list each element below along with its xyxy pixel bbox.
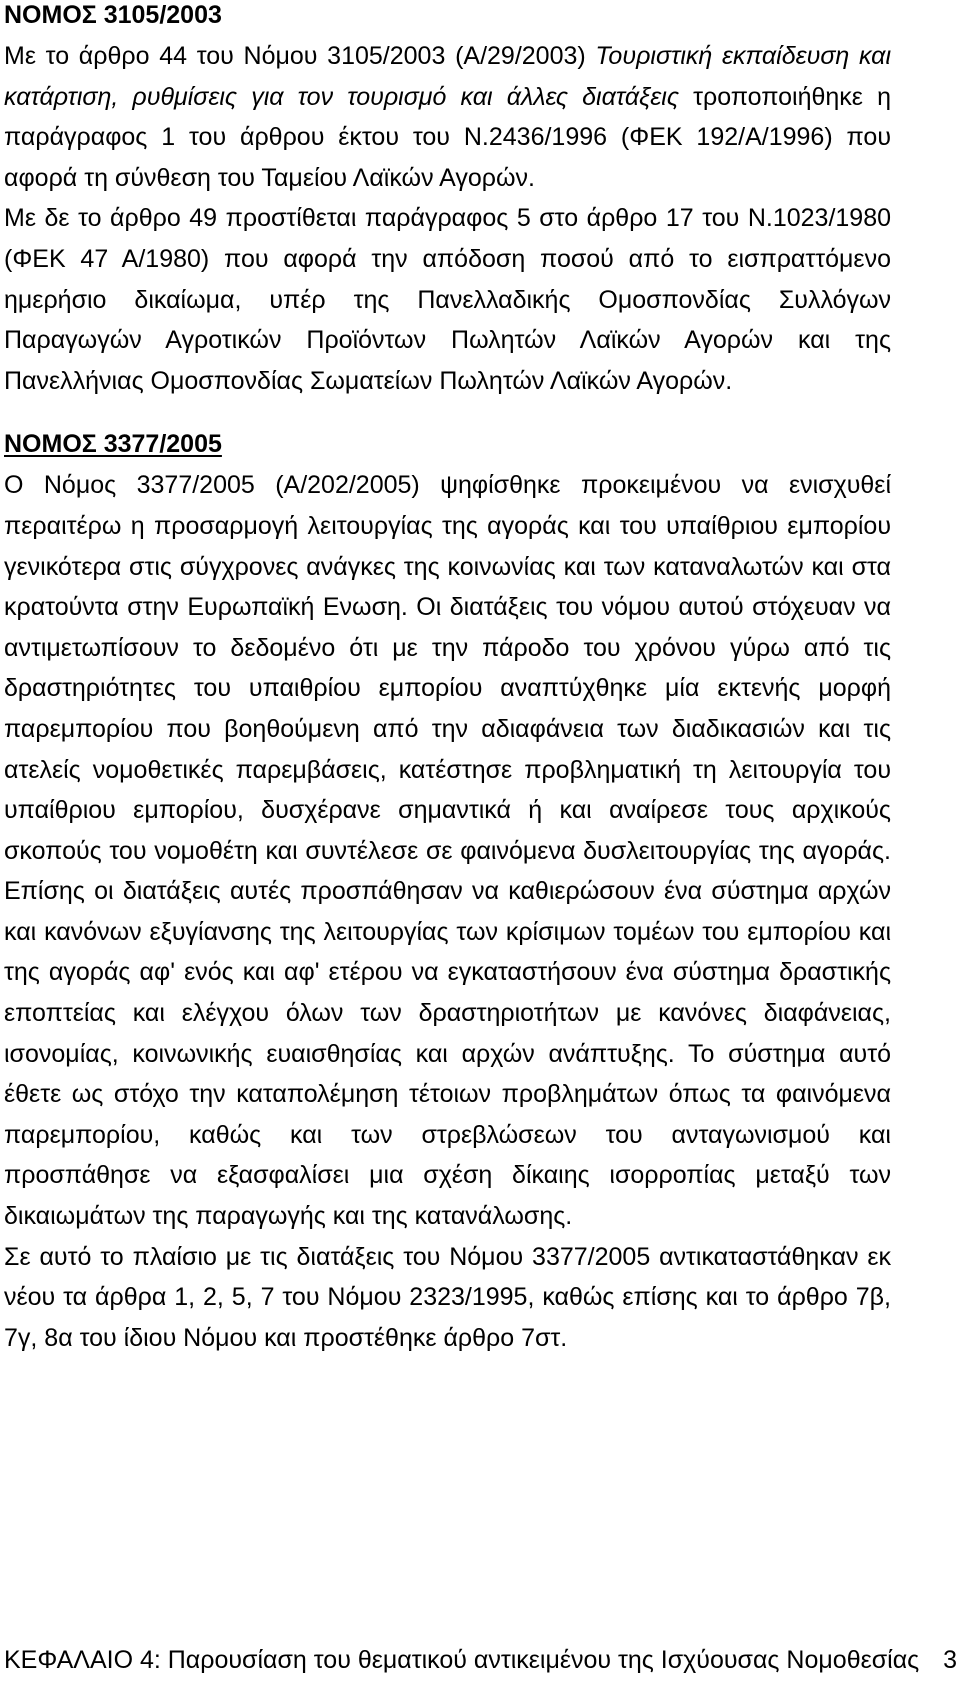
- document-page: [4, 0, 891, 1358]
- paragraph-text: τροποποιήθηκε η παράγραφος 1 του άρθρου έκτου του Ν.2436/1996 (ΦΕΚ 192/Α/1996) που αφορά τη σύνθεση του Ταμείου Λαϊκών Αγορών.: [4, 82, 891, 192]
- page-footer: [4, 1645, 957, 1675]
- paragraph-text: Με το άρθρο 44 του Νόμου 3105/2003 (Α/29/2003): [4, 42, 596, 70]
- page-number: 3: [943, 1646, 957, 1674]
- section-heading-3105: ΝΟΜΟΣ 3105/2003: [4, 1, 222, 29]
- paragraph-3105-intro: [4, 36, 891, 198]
- section-heading-3377: ΝΟΜΟΣ 3377/2005: [4, 430, 222, 459]
- footer-chapter-title: ΚΕΦΑΛΑΙΟ 4: Παρουσίαση του θεματικού αντικειμένου της Ισχύουσας Νομοθεσίας: [4, 1646, 920, 1674]
- paragraph-3105-article49: Με δε το άρθρο 49 προστίθεται παράγραφος 5 στο άρθρο 17 του Ν.1023/1980 (ΦΕΚ 47 Α/1980) που αφορά την απόδοση ποσού από το εισπραττόμενο ημερήσιο δικαίωμα, υπέρ της Πανελλαδικής Ομοσπονδίας Συλλόγων Παραγωγών Αγροτικών Προϊόντων Πωλητών Λαϊκών Αγορών και της Πανελλήνιας Ομοσπονδίας Σωματείων Πωλητών Λαϊκών Αγορών.: [4, 204, 891, 395]
- paragraph-3377-articles: Σε αυτό το πλαίσιο με τις διατάξεις του Νόμου 3377/2005 αντικαταστάθηκαν εκ νέου τα άρθρα 1, 2, 5, 7 του Νόμου 2323/1995, καθώς επίσης και το άρθρο 7β, 7γ, 8α του ίδιου Νόμου και προστέθηκε άρθρο 7στ.: [4, 1242, 891, 1352]
- paragraph-3377-main: Ο Νόμος 3377/2005 (Α/202/2005) ψηφίσθηκε προκειμένου να ενισχυθεί περαιτέρω η προσαρμογή λειτουργίας της αγοράς και του υπαίθριου εμπορίου γενικότερα στις σύγχρονες ανάγκες της κοινωνίας και των καταναλωτών και στα κρατούντα στην Ευρωπαϊκή Ενωση. Οι διατάξεις του νόμου αυτού στόχευαν να αντιμετωπίσουν το δεδομένο ότι με την πάροδο του χρόνου γύρω από τις δραστηριότητες του υπαιθρίου εμπορίου αναπτύχθηκε μία εκτενής μορφή παρεμπορίου που βοηθούμενη από την αδιαφάνεια των διαδικασιών και τις ατελείς νομοθετικές παρεμβάσεις, κατέστησε προβληματική τη λειτουργία του υπαίθριου εμπορίου, δυσχέρανε σημαντικά ή και αναίρεσε τους αρχικούς σκοπούς του νομοθέτη και συντέλεσε σε φαινόμενα δυσλειτουργίας της αγοράς. Επίσης οι διατάξεις αυτές προσπάθησαν να καθιερώσουν ένα σύστημα αρχών και κανόνων εξυγίανσης της λειτουργίας των κρίσιμων τομέων του εμπορίου και της αγοράς αφ' ενός και αφ' ετέρου να εγκαταστήσουν ένα σύστημα δραστικής εποπτείας και ελέγχου όλων των δραστηριοτήτων με κανόνες διαφάνειας, ισονομίας, κοινωνικής ευαισθησίας και αρχών ανάπτυξης. Το σύστημα αυτό έθετε ως στόχο την καταπολέμηση τέτοιων προβλημάτων όπως τα φαινόμενα παρεμπορίου, καθώς και των στρεβλώσεων του ανταγωνισμού και προσπάθησε να εξασφαλίσει μια σχέση δίκαιης ισορροπίας μεταξύ των δικαιωμάτων της παραγωγής και της κατανάλωσης.: [4, 471, 891, 1231]
- law-title-italic: Τουριστική εκπαίδευση και κατάρτιση, ρυθμίσεις για τον τουρισμό και άλλες διατάξεις: [4, 42, 891, 111]
